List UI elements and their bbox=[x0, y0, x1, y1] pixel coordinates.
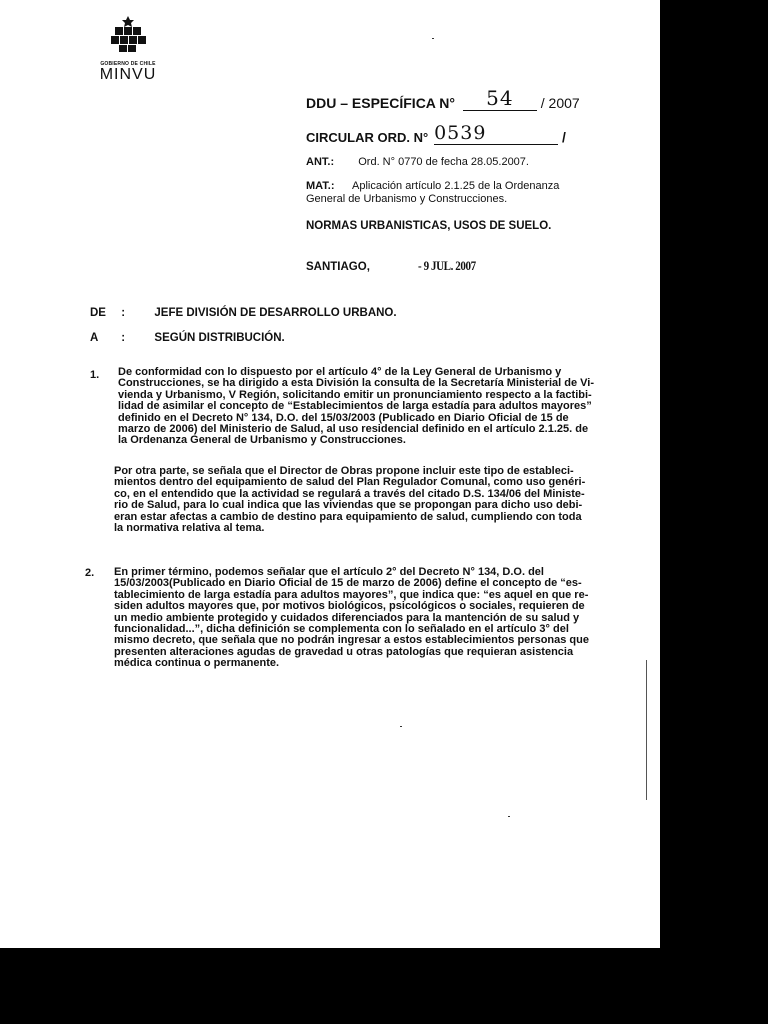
ant-text: Ord. N° 0770 de fecha 28.05.2007. bbox=[358, 156, 529, 168]
scan-speck bbox=[508, 816, 510, 817]
text-line: médica continua o permanente. bbox=[114, 657, 280, 670]
place-text: SANTIAGO, bbox=[306, 261, 370, 273]
ant-line bbox=[306, 156, 529, 169]
logo-small-text: GOBIERNO DE CHILE bbox=[100, 61, 156, 67]
text-line: tablecimiento de larga estadía para adultos mayores”, que indica que: “es aquel en que re- bbox=[114, 588, 589, 601]
text-line: la Ordenanza General de Urbanismo y Construcciones. bbox=[118, 434, 406, 447]
date-stamp: - 9 JUL. 2007 bbox=[418, 258, 477, 273]
from-colon: : bbox=[121, 307, 126, 319]
section-2-paragraph-1 bbox=[114, 567, 594, 670]
ddu-heading bbox=[306, 86, 580, 111]
text-line: presenten alteraciones agudas de gravedad u otras patologías que requieran asistencia bbox=[114, 645, 574, 658]
text-line: un medio ambiente protegido y cuidados diferenciados para la mantención de su salud y bbox=[114, 611, 580, 624]
text-line: eran estar afectas a cambio de destino para equipamiento de salud, cumpliendo con toda bbox=[114, 510, 582, 523]
to-label: A bbox=[90, 332, 99, 344]
scan-border-right bbox=[660, 0, 768, 1024]
to-value: SEGÚN DISTRIBUCIÓN. bbox=[154, 332, 285, 344]
ant-label: ANT.: bbox=[306, 156, 335, 168]
mat-text-line1: Aplicación artículo 2.1.25 de la Ordenanza bbox=[352, 180, 560, 192]
text-line: vienda y Urbanismo, V Región, solicitando emitir un pronunciamiento respecto a la factibi- bbox=[118, 388, 592, 401]
place-date-line bbox=[306, 258, 486, 274]
circular-slash: / bbox=[561, 129, 566, 145]
scan-speck bbox=[432, 38, 434, 39]
subject-line: NORMAS URBANISTICAS, USOS DE SUELO. bbox=[306, 220, 552, 232]
text-line: mismo decreto, que señala que no podrán ingresar a estos establecimientos personas que bbox=[114, 634, 589, 647]
text-line: mientos dentro del equipamiento de salud del Plan Regulador Comunal, como uso genéri- bbox=[114, 476, 586, 489]
circular-heading bbox=[306, 122, 566, 145]
scan-border-bottom bbox=[0, 948, 768, 1024]
text-line: definido en el Decreto N° 134, D.O. del 15/03/2003 (Publicado en Diario Oficial de 15 de bbox=[118, 411, 569, 424]
from-label: DE bbox=[90, 307, 106, 319]
text-line: marzo de 2006) del Ministerio de Salud, al uso residencial definido en el artículo 2.1.25. de bbox=[118, 423, 589, 436]
ddu-year: / 2007 bbox=[540, 95, 580, 111]
section-2-number: 2. bbox=[85, 567, 95, 579]
text-line: Construcciones, se ha dirigido a esta División la consulta de la Secretaría Ministerial de Vi- bbox=[118, 377, 595, 390]
ddu-number: 54 bbox=[486, 86, 514, 110]
text-line: rio de Salud, para lo cual indica que las viviendas que se propongan para dicho uso debi- bbox=[114, 499, 583, 512]
scan-speck bbox=[400, 726, 402, 727]
text-line: 15/03/2003(Publicado en Diario Oficial de 15 de marzo de 2006) define el concepto de “es- bbox=[114, 577, 582, 590]
scan-edge-line bbox=[646, 660, 647, 800]
circular-label: CIRCULAR ORD. N° bbox=[306, 130, 429, 145]
minvu-logo bbox=[90, 14, 166, 83]
text-line: funcionalidad...”, dicha definición se complementa con lo señalado en el artículo 3° del bbox=[114, 623, 569, 636]
text-line: En primer término, podemos señalar que el artículo 2° del Decreto N° 134, D.O. del bbox=[114, 566, 544, 578]
from-value: JEFE DIVISIÓN DE DESARROLLO URBANO. bbox=[154, 307, 397, 319]
section-1-paragraph-2 bbox=[114, 466, 596, 534]
government-seal-icon bbox=[105, 14, 151, 54]
ddu-number-field bbox=[463, 86, 537, 111]
section-1-number: 1. bbox=[90, 369, 100, 381]
text-line: De conformidad con lo dispuesto por el artículo 4° de la Ley General de Urbanismo y bbox=[118, 366, 562, 378]
mat-block bbox=[306, 180, 606, 206]
circular-number-field bbox=[434, 122, 558, 145]
text-line: co, en el entendido que la actividad se regulará a través del citado D.S. 134/06 del Ministe- bbox=[114, 487, 585, 500]
text-line: la normativa relativa al tema. bbox=[114, 522, 265, 535]
routing-from bbox=[90, 307, 397, 319]
routing-to bbox=[90, 332, 285, 344]
text-line: siden adultos mayores que, por motivos biológicos, psicológicos o sociales, requieren de bbox=[114, 600, 585, 613]
logo-big-text: MINVU bbox=[99, 66, 157, 83]
mat-text-line2: General de Urbanismo y Construcciones. bbox=[306, 193, 508, 205]
to-colon: : bbox=[121, 332, 126, 344]
circular-number: 0539 bbox=[434, 122, 487, 144]
ddu-label: DDU – ESPECÍFICA N° bbox=[306, 95, 455, 111]
section-1-paragraph-1 bbox=[118, 367, 596, 447]
text-line: Por otra parte, se señala que el Director de Obras propone incluir este tipo de estableci- bbox=[114, 465, 574, 477]
mat-label: MAT.: bbox=[306, 180, 335, 192]
text-line: lidad de asimilar el concepto de “Establecimientos de larga estadía para adultos mayores” bbox=[118, 400, 592, 413]
